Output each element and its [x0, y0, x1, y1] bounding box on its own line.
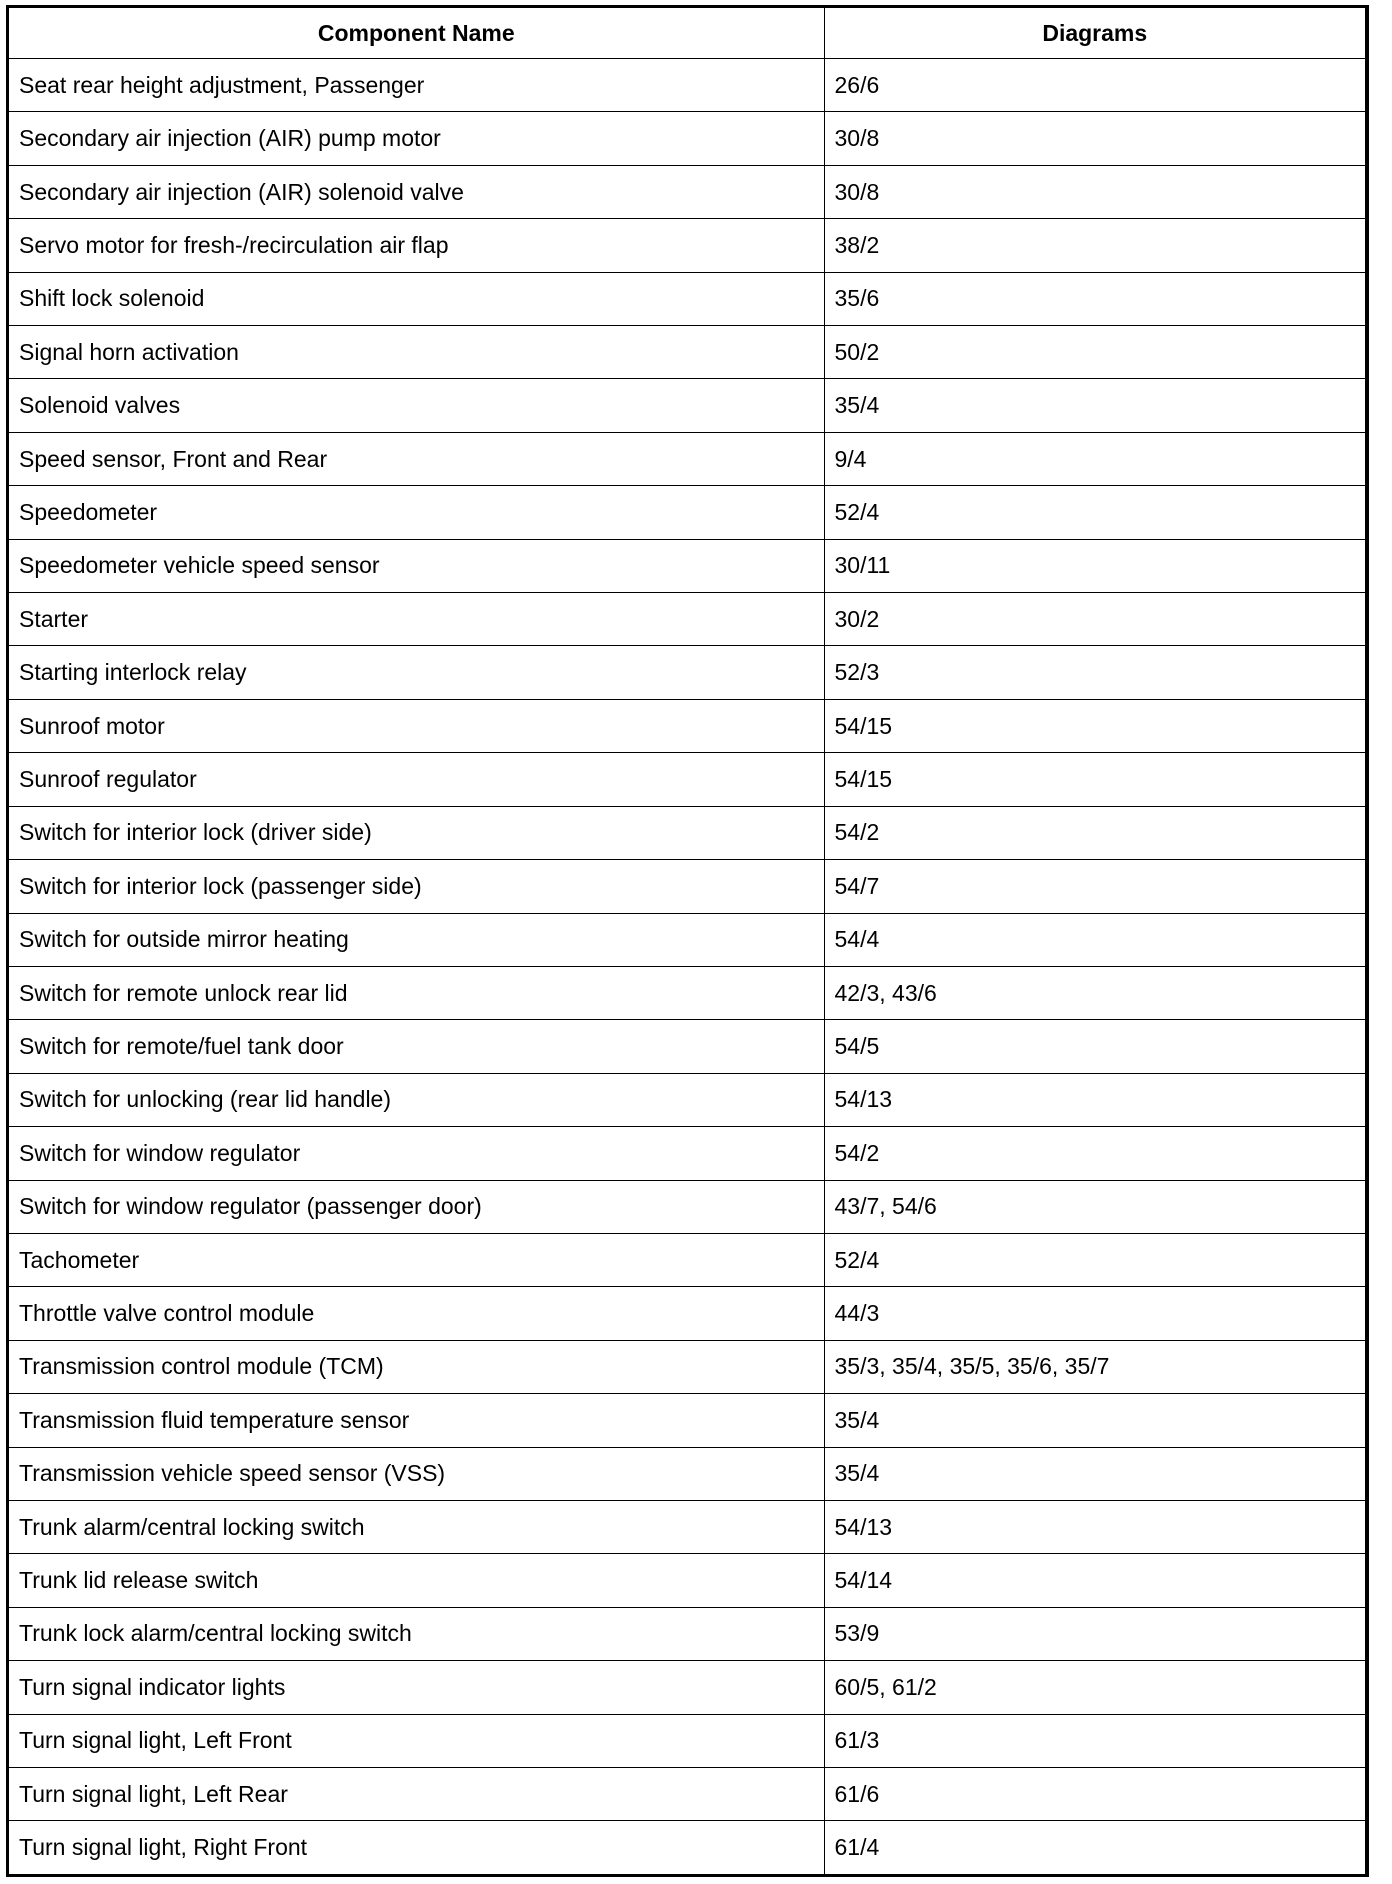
component-name-cell: Transmission vehicle speed sensor (VSS)	[9, 1447, 824, 1500]
table-row	[9, 219, 1365, 272]
diagram-reference-cell: 9/4	[824, 432, 1365, 485]
table-body	[9, 59, 1365, 1875]
diagram-reference-cell: 61/4	[824, 1821, 1365, 1874]
table-row	[9, 379, 1365, 432]
component-name-cell: Switch for remote unlock rear lid	[9, 966, 824, 1019]
diagram-reference-cell: 30/2	[824, 593, 1365, 646]
diagram-reference-cell: 54/15	[824, 699, 1365, 752]
table-row	[9, 1500, 1365, 1553]
table-row	[9, 699, 1365, 752]
table-row	[9, 646, 1365, 699]
table-row	[9, 1340, 1365, 1393]
table-row	[9, 1287, 1365, 1340]
component-name-cell: Switch for window regulator (passenger door)	[9, 1180, 824, 1233]
table-row	[9, 1180, 1365, 1233]
diagram-reference-cell: 30/11	[824, 539, 1365, 592]
component-index-page	[6, 5, 1369, 1877]
table-row	[9, 966, 1365, 1019]
diagram-reference-cell: 35/4	[824, 1394, 1365, 1447]
table-row	[9, 1821, 1365, 1874]
table-row	[9, 59, 1365, 112]
component-name-cell: Switch for unlocking (rear lid handle)	[9, 1073, 824, 1126]
diagram-reference-cell: 42/3, 43/6	[824, 966, 1365, 1019]
diagram-reference-cell: 54/7	[824, 860, 1365, 913]
diagram-reference-cell: 30/8	[824, 165, 1365, 218]
table-row	[9, 753, 1365, 806]
diagram-reference-cell: 44/3	[824, 1287, 1365, 1340]
table-row	[9, 1447, 1365, 1500]
component-name-cell: Speedometer	[9, 486, 824, 539]
diagram-reference-cell: 35/4	[824, 379, 1365, 432]
diagram-reference-cell: 43/7, 54/6	[824, 1180, 1365, 1233]
column-header-diagrams: Diagrams	[824, 8, 1365, 59]
component-name-cell: Starting interlock relay	[9, 646, 824, 699]
component-name-cell: Turn signal light, Left Rear	[9, 1768, 824, 1821]
component-name-cell: Servo motor for fresh-/recirculation air flap	[9, 219, 824, 272]
diagram-reference-cell: 26/6	[824, 59, 1365, 112]
table-row	[9, 432, 1365, 485]
component-name-cell: Shift lock solenoid	[9, 272, 824, 325]
table-row	[9, 272, 1365, 325]
component-name-cell: Switch for outside mirror heating	[9, 913, 824, 966]
table-row	[9, 1073, 1365, 1126]
component-name-cell: Trunk alarm/central locking switch	[9, 1500, 824, 1553]
diagram-reference-cell: 35/4	[824, 1447, 1365, 1500]
diagram-reference-cell: 54/13	[824, 1500, 1365, 1553]
table-row	[9, 1554, 1365, 1607]
table-row	[9, 1714, 1365, 1767]
component-name-cell: Signal horn activation	[9, 326, 824, 379]
table-row	[9, 486, 1365, 539]
table-row	[9, 1020, 1365, 1073]
diagram-reference-cell: 54/14	[824, 1554, 1365, 1607]
diagram-reference-cell: 54/15	[824, 753, 1365, 806]
table-row	[9, 1607, 1365, 1660]
table-row	[9, 1394, 1365, 1447]
diagram-reference-cell: 54/2	[824, 1127, 1365, 1180]
table-header-row	[9, 8, 1365, 59]
component-name-cell: Trunk lock alarm/central locking switch	[9, 1607, 824, 1660]
diagram-reference-cell: 52/4	[824, 486, 1365, 539]
component-name-cell: Solenoid valves	[9, 379, 824, 432]
table-row	[9, 593, 1365, 646]
component-name-cell: Sunroof regulator	[9, 753, 824, 806]
diagram-reference-cell: 52/3	[824, 646, 1365, 699]
component-name-cell: Trunk lid release switch	[9, 1554, 824, 1607]
component-name-cell: Starter	[9, 593, 824, 646]
diagram-reference-cell: 53/9	[824, 1607, 1365, 1660]
component-name-cell: Sunroof motor	[9, 699, 824, 752]
diagram-reference-cell: 54/5	[824, 1020, 1365, 1073]
component-name-cell: Speedometer vehicle speed sensor	[9, 539, 824, 592]
component-name-cell: Throttle valve control module	[9, 1287, 824, 1340]
diagram-reference-cell: 54/4	[824, 913, 1365, 966]
table-row	[9, 165, 1365, 218]
diagram-reference-cell: 61/6	[824, 1768, 1365, 1821]
component-name-cell: Speed sensor, Front and Rear	[9, 432, 824, 485]
diagram-reference-cell: 60/5, 61/2	[824, 1661, 1365, 1714]
table-row	[9, 1661, 1365, 1714]
diagram-reference-cell: 54/13	[824, 1073, 1365, 1126]
diagram-reference-cell: 54/2	[824, 806, 1365, 859]
column-header-component-name: Component Name	[9, 8, 824, 59]
diagram-reference-cell: 30/8	[824, 112, 1365, 165]
table-row	[9, 1127, 1365, 1180]
diagram-reference-cell: 35/3, 35/4, 35/5, 35/6, 35/7	[824, 1340, 1365, 1393]
table-row	[9, 806, 1365, 859]
component-name-cell: Turn signal light, Right Front	[9, 1821, 824, 1874]
component-name-cell: Transmission control module (TCM)	[9, 1340, 824, 1393]
component-name-cell: Transmission fluid temperature sensor	[9, 1394, 824, 1447]
diagram-reference-cell: 35/6	[824, 272, 1365, 325]
table-row	[9, 112, 1365, 165]
table-row	[9, 539, 1365, 592]
component-name-cell: Turn signal indicator lights	[9, 1661, 824, 1714]
component-name-cell: Seat rear height adjustment, Passenger	[9, 59, 824, 112]
table-row	[9, 913, 1365, 966]
component-name-cell: Switch for interior lock (passenger side)	[9, 860, 824, 913]
diagram-reference-cell: 52/4	[824, 1233, 1365, 1286]
diagram-reference-cell: 61/3	[824, 1714, 1365, 1767]
component-diagram-table	[9, 8, 1365, 1874]
component-name-cell: Turn signal light, Left Front	[9, 1714, 824, 1767]
table-row	[9, 1233, 1365, 1286]
table-row	[9, 860, 1365, 913]
table-row	[9, 326, 1365, 379]
diagram-reference-cell: 38/2	[824, 219, 1365, 272]
component-name-cell: Switch for remote/fuel tank door	[9, 1020, 824, 1073]
table-row	[9, 1768, 1365, 1821]
component-name-cell: Switch for interior lock (driver side)	[9, 806, 824, 859]
component-name-cell: Switch for window regulator	[9, 1127, 824, 1180]
component-name-cell: Secondary air injection (AIR) solenoid valve	[9, 165, 824, 218]
diagram-reference-cell: 50/2	[824, 326, 1365, 379]
component-name-cell: Secondary air injection (AIR) pump motor	[9, 112, 824, 165]
component-name-cell: Tachometer	[9, 1233, 824, 1286]
